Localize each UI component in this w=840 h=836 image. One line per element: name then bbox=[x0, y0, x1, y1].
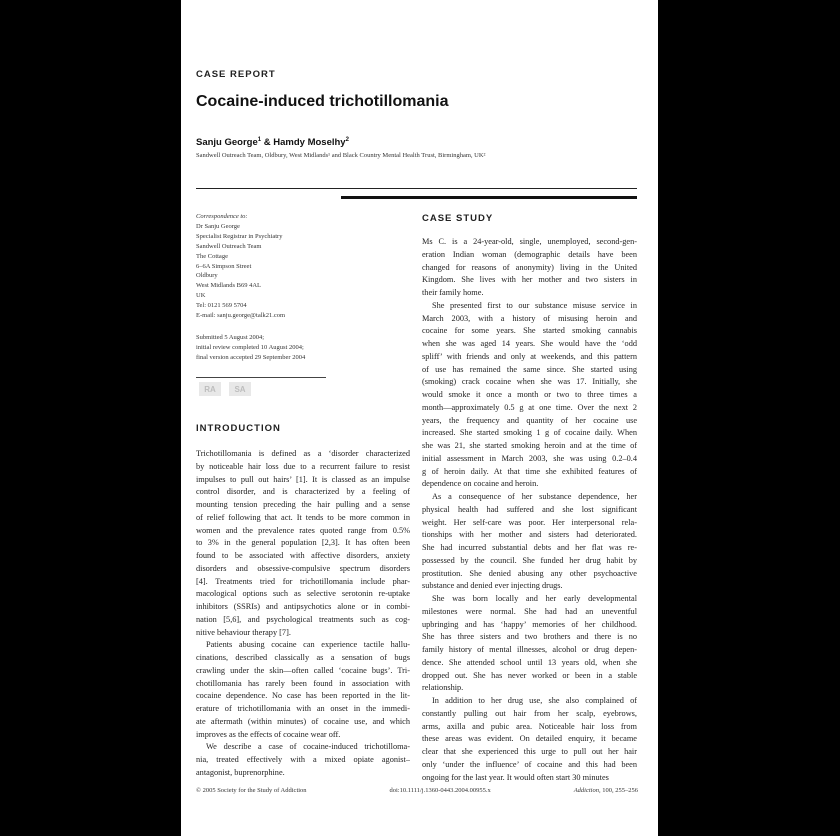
text-line: Kingdom. She lives with her mother and two sisters in bbox=[422, 275, 637, 285]
author-separator: & bbox=[261, 137, 274, 149]
text-line: 6–6A Simpson Street bbox=[196, 262, 252, 270]
text-line: increased. She started smoking 1 g of cocaine daily. When bbox=[422, 428, 637, 438]
text-line: She had incurred substantial debts and her flat was re- bbox=[422, 543, 637, 552]
author-2: Hamdy Moselhy bbox=[273, 137, 346, 149]
logo-ra: RA bbox=[199, 382, 221, 396]
text-line: to 3% in the general population [2,3]. It has often been bbox=[196, 538, 410, 548]
text-line: these areas was evident. On detailed enquiry, it became bbox=[422, 734, 637, 744]
introduction-body bbox=[196, 448, 410, 780]
text-line: changed for reasons of anonymity) living in the United bbox=[422, 262, 637, 272]
journal-citation bbox=[574, 787, 638, 794]
text-line: crawling under the skin—often called ‘cocaine bugs’. Tri- bbox=[196, 665, 410, 675]
text-line: West Midlands B69 4AL bbox=[196, 282, 262, 290]
text-line: disorders and obsessive-compulsive spectrum disorders bbox=[196, 563, 410, 573]
author-2-affiliation-mark: 2 bbox=[345, 137, 349, 143]
text-line: nia, treated effectively with a mixed opiate agonist– bbox=[196, 755, 410, 764]
text-line: found to be associated with affective disorders, anxiety bbox=[196, 551, 410, 560]
article-title: Cocaine-induced trichotillomania bbox=[196, 93, 449, 110]
text-line: upbringing and has ‘happy’ memories of her childhood. bbox=[422, 619, 637, 629]
text-line: She has three sisters and two brothers and there is no bbox=[422, 632, 637, 642]
article-page bbox=[181, 0, 658, 836]
text-line: final version accepted 29 September 2004 bbox=[196, 353, 306, 361]
case-study-body bbox=[422, 236, 637, 784]
text-line: March 2003, with a history of misusing heroin and bbox=[422, 313, 637, 323]
text-line: impulses to pull out hairs’ [1]. It is classed as an impulse bbox=[196, 474, 410, 484]
text-line: Submitted 5 August 2004; bbox=[196, 334, 265, 341]
text-line: cocaine for some years. She started smoking cannabis bbox=[422, 326, 637, 336]
text-line: month—approximately 0.5 g at one time. Over the next 2 bbox=[422, 402, 637, 412]
text-line: clear that she experienced this urge to pull out her hair bbox=[422, 747, 637, 756]
author-1-affiliation-mark: 1 bbox=[257, 137, 262, 143]
journal-name: Addiction bbox=[573, 787, 599, 794]
text-line: She presented first to our substance misuse service in bbox=[432, 300, 637, 310]
case-study-heading: CASE STUDY bbox=[422, 213, 494, 224]
header-rule bbox=[196, 188, 637, 189]
text-line: constantly pulling out hair from her scalp, eyebrows, bbox=[422, 708, 637, 718]
text-line: ate aftermath (within minutes) of cocaine use, and which bbox=[196, 716, 410, 726]
text-line: family history of mental illnesses, alcohol or drug depen- bbox=[422, 645, 637, 654]
text-line: erature of trichotillomania with an onset in the immedi- bbox=[196, 704, 410, 713]
text-line: ongoing for the last year. It would often start 30 minutes bbox=[422, 772, 609, 782]
text-line: years, the frequency and quantity of her cocaine use bbox=[422, 415, 637, 425]
header-thick-rule bbox=[341, 196, 637, 199]
copyright: © 2005 Society for the Study of Addiction bbox=[196, 787, 307, 794]
text-line: inhibitors (SSRIs) and antipsychotics alone or in combi- bbox=[196, 602, 410, 611]
text-line: prostitution. She denied abusing any other psychoactive bbox=[422, 568, 637, 578]
affiliations: Sandwell Outreach Team, Oldbury, West Midlands¹ and Black Country Mental Health Trust, Birmingham, UK² bbox=[196, 152, 486, 159]
text-line: tionships with her mother and sisters had deteriorated. bbox=[422, 530, 637, 540]
text-line: macological options such as selective serotonin re-uptake bbox=[196, 589, 410, 599]
submission-dates bbox=[196, 333, 305, 363]
text-line: Correspondence to: bbox=[196, 213, 248, 220]
society-logos bbox=[199, 382, 251, 396]
text-line: she was 21, she started smoking heroin and at the time of bbox=[422, 441, 637, 450]
text-line: spliff’ with friends and only at weekends, and this pattern bbox=[422, 351, 637, 361]
text-line: dropped out. She has never worked or been in a stable bbox=[422, 670, 637, 680]
doi: doi:10.1111/j.1360-0443.2004.00955.x bbox=[389, 787, 491, 794]
text-line: Sandwell Outreach Team bbox=[196, 242, 262, 250]
text-line: physical health had suffered and she lost significant bbox=[422, 504, 637, 514]
text-line: She was born locally and her early developmental bbox=[432, 594, 637, 603]
sidebar-rule bbox=[196, 377, 326, 378]
text-line: arms, axilla and pubic area. Noticeable hair loss from bbox=[422, 721, 637, 731]
text-line: of relief following that act. It tends to be more common in bbox=[196, 512, 410, 522]
text-line: eration Indian woman (demographic details have been bbox=[422, 249, 637, 259]
text-line: nation [5,6], and psychological treatments such as cog- bbox=[196, 614, 410, 624]
text-line: Trichotillomania is defined as a ‘disorder characterized bbox=[196, 449, 410, 458]
text-line: chotillomania has rarely been found in association with bbox=[196, 678, 410, 688]
text-line: As a consequence of her substance dependence, her bbox=[432, 492, 637, 501]
text-line: Dr Sanju George bbox=[196, 222, 240, 230]
text-line: of use has remained the same since. She started using bbox=[422, 364, 637, 374]
text-line: possessed by the council. She funded her drug habit by bbox=[422, 555, 637, 565]
text-line: initial assessment in March 2003, she was using 0.2–0.4 bbox=[422, 453, 637, 463]
text-line: weight. Her self-care was poor. Her interpersonal rela- bbox=[422, 517, 637, 527]
text-line: E-mail: sanju.george@talk21.com bbox=[196, 312, 286, 320]
text-line: Patients abusing cocaine can experience tactile hallu- bbox=[206, 640, 410, 650]
text-line: initial review completed 10 August 2004; bbox=[196, 343, 304, 351]
text-line: would smoke it once a month or two to three times a bbox=[422, 390, 637, 399]
text-line: Ms C. is a 24-year-old, single, unemployed, second-gen- bbox=[422, 237, 637, 246]
text-line: dependence on cocaine and heroin. bbox=[422, 479, 539, 489]
text-line: mounting tension preceding the hair pulling and a sense bbox=[196, 500, 410, 509]
text-line: In addition to her drug use, she also complained of bbox=[432, 696, 637, 705]
text-line: g of heroin daily. At that time she exhibited features of bbox=[422, 466, 637, 476]
author-1: Sanju George bbox=[196, 137, 258, 149]
text-line: substance and denied ever injecting drugs. bbox=[422, 581, 563, 591]
text-line: milestones were normal. She had had an uneventful bbox=[422, 606, 637, 616]
text-line: when she was aged 14 years. She would have the ‘odd bbox=[422, 339, 637, 348]
text-line: We describe a case of cocaine-induced trichotilloma- bbox=[206, 742, 410, 752]
logo-sa: SA bbox=[229, 382, 251, 396]
text-line: The Cottage bbox=[196, 252, 228, 260]
text-line: women and the prevalence rates quoted range from 0.5% bbox=[196, 525, 410, 535]
text-line: cinations, described classically as a sensation of bugs bbox=[196, 653, 410, 662]
text-line: dence. She attended school until 13 years old, when she bbox=[422, 657, 637, 667]
text-line: improves as the effects of cocaine wear off. bbox=[196, 729, 341, 739]
text-line: relationship. bbox=[422, 683, 464, 693]
text-line: only ‘under the influence’ of cocaine and this had been bbox=[422, 759, 637, 769]
text-line: Oldbury bbox=[196, 272, 218, 280]
text-line: Tel: 0121 569 5704 bbox=[196, 302, 247, 310]
page-footer bbox=[196, 787, 638, 794]
text-line: [4]. Treatments tried for trichotillomania include phar- bbox=[196, 576, 410, 586]
text-line: UK bbox=[196, 292, 206, 300]
text-line: nitive behaviour therapy [7]. bbox=[196, 627, 291, 637]
correspondence-block bbox=[196, 212, 285, 321]
introduction-heading: INTRODUCTION bbox=[196, 423, 281, 434]
text-line: by noticeable hair loss due to a recurrent failure to resist bbox=[196, 461, 410, 471]
volume-pages: , 100, 255–256 bbox=[598, 787, 638, 794]
section-label: CASE REPORT bbox=[196, 69, 276, 80]
text-line: control disorder, and is characterized by a feeling of bbox=[196, 487, 410, 497]
text-line: (smoking) crack cocaine when she was 17. Initially, she bbox=[422, 377, 637, 387]
text-line: their family home. bbox=[422, 288, 484, 297]
text-line: antagonist, buprenorphine. bbox=[196, 767, 285, 777]
author-line bbox=[196, 137, 349, 148]
text-line: cocaine dependence. No case has been reported in the lit- bbox=[196, 691, 410, 701]
text-line: Specialist Registrar in Psychiatry bbox=[196, 232, 283, 240]
